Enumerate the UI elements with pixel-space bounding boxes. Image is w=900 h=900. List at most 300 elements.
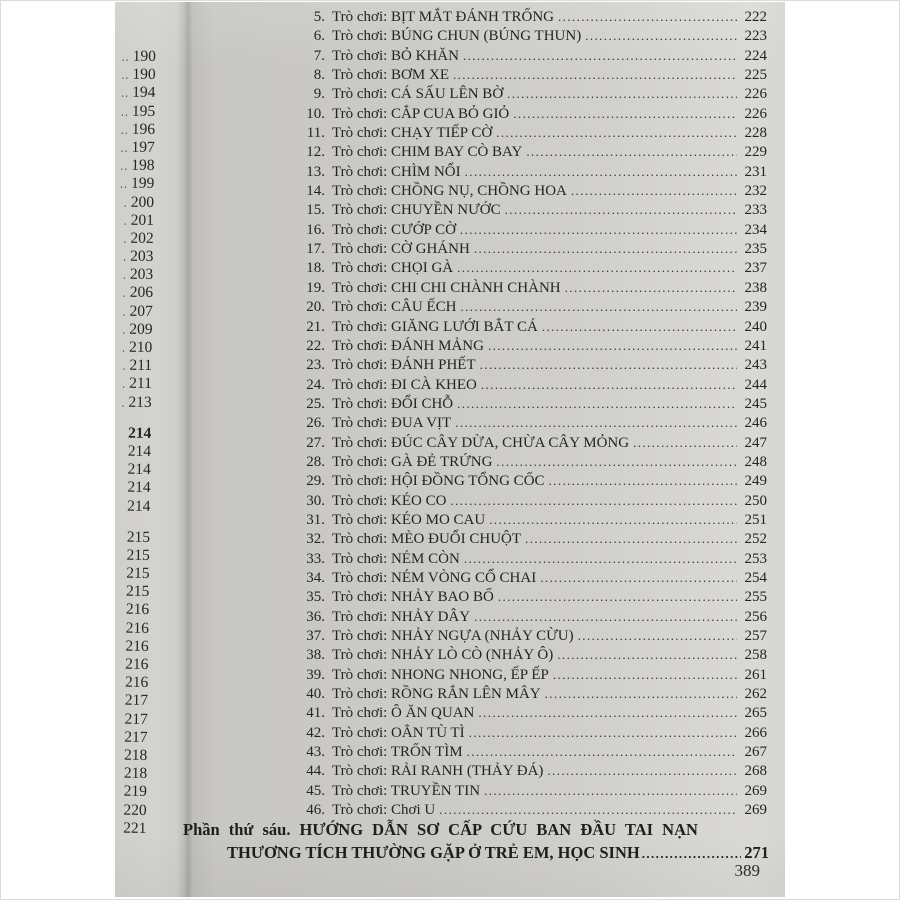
entry-title: Trò chơi: TRỐN TÌM bbox=[332, 744, 463, 761]
left-page-entry-number bbox=[114, 120, 155, 139]
entry-title: Trò chơi: NHẢY DÂY bbox=[332, 608, 471, 625]
toc-entry bbox=[297, 568, 767, 587]
left-page-entry-number bbox=[108, 637, 149, 656]
entry-title: Trò chơi: CỜ GHÁNH bbox=[332, 241, 470, 258]
entry-page: 238 bbox=[744, 279, 767, 296]
left-page-entry-number bbox=[114, 102, 155, 121]
entry-number: 46. bbox=[306, 802, 325, 819]
entry-number: 37. bbox=[306, 628, 325, 644]
entry-page: 229 bbox=[744, 144, 767, 161]
entry-title: Trò chơi: HỘI ĐỒNG TỔNG CỐC bbox=[332, 473, 545, 490]
dot-leader bbox=[484, 781, 737, 800]
toc-rows bbox=[297, 7, 767, 819]
page-number-value: 201 bbox=[130, 211, 155, 229]
page-number-value: 218 bbox=[124, 746, 148, 764]
entry-number: 36. bbox=[306, 608, 325, 625]
dot-leader bbox=[498, 587, 737, 606]
entry-page: 269 bbox=[744, 782, 767, 799]
entry-page: 251 bbox=[744, 511, 767, 528]
entry-title: Trò chơi: ĐÚC CÂY DỪA, CHỪA CÂY MỎNG bbox=[332, 434, 630, 451]
entry-number: 13. bbox=[306, 163, 325, 180]
left-page-entry-number bbox=[110, 461, 151, 480]
dot-leader bbox=[453, 65, 737, 84]
toc-entry bbox=[297, 645, 767, 664]
page-number-value: 213 bbox=[128, 393, 152, 411]
dot-leader bbox=[460, 297, 737, 316]
left-page-entry-number bbox=[107, 692, 148, 711]
entry-page: 226 bbox=[744, 105, 767, 122]
page-number-value: 197 bbox=[131, 138, 155, 156]
entry-title: Trò chơi: BÚNG CHUN (BÚNG THUN) bbox=[332, 28, 582, 45]
page-number-value: 219 bbox=[123, 782, 148, 801]
dot-leader bbox=[457, 258, 737, 277]
page-number-value: 214 bbox=[127, 478, 151, 497]
page-number-value: 211 bbox=[129, 375, 153, 393]
page-number: 389 bbox=[734, 861, 760, 880]
dot-leader bbox=[525, 529, 737, 548]
toc-entry bbox=[297, 761, 767, 780]
dot-leader-fragment: . bbox=[123, 213, 128, 228]
left-page-entry-number bbox=[110, 442, 151, 461]
section-title-continued: THƯƠNG TÍCH THƯỜNG GẶP Ở TRẺ EM, HỌC SINH bbox=[227, 843, 640, 862]
dot-leader-fragment: . bbox=[122, 322, 127, 337]
entry-page: 248 bbox=[744, 453, 767, 470]
toc-entry bbox=[297, 684, 767, 703]
entry-number: 6. bbox=[313, 28, 325, 45]
entry-number: 7. bbox=[313, 47, 325, 64]
entry-number: 39. bbox=[306, 666, 325, 683]
entry-title: Trò chơi: ĐỔI CHỖ bbox=[332, 395, 454, 412]
toc-entry bbox=[297, 529, 767, 548]
entry-title: Trò chơi: CHÌM NỔI bbox=[332, 163, 461, 180]
dot-leader-fragment: . bbox=[122, 358, 127, 373]
entry-page: 254 bbox=[744, 569, 767, 586]
toc-entry bbox=[297, 742, 767, 761]
entry-title: Trò chơi: ĐUA VỊT bbox=[332, 415, 452, 432]
page-number-value: 217 bbox=[124, 710, 148, 728]
entry-number: 17. bbox=[306, 241, 325, 258]
entry-number: 16. bbox=[306, 221, 325, 238]
entry-number: 33. bbox=[306, 550, 325, 567]
page-number-value: 203 bbox=[130, 247, 154, 266]
entry-title: Trò chơi: KÉO MO CAU bbox=[332, 511, 486, 528]
left-page-entry-number bbox=[106, 765, 147, 784]
dot-leader-fragment: .. bbox=[121, 85, 130, 101]
entry-page: 224 bbox=[744, 47, 767, 64]
left-page-entry-number bbox=[111, 320, 152, 339]
entry-title: Trò chơi: CẮP CUA BỎ GIỎ bbox=[332, 105, 510, 122]
dot-leader bbox=[488, 336, 737, 355]
dot-leader bbox=[489, 510, 737, 529]
entry-number: 43. bbox=[306, 744, 325, 761]
dot-leader-fragment: .. bbox=[120, 122, 129, 137]
dot-leader bbox=[455, 413, 737, 432]
entry-number: 19. bbox=[306, 279, 325, 296]
toc-entry bbox=[297, 317, 767, 336]
entry-title: Trò chơi: BƠM XE bbox=[332, 67, 449, 84]
entry-title: Trò chơi: Chơi U bbox=[332, 802, 436, 819]
dot-leader-fragment: .. bbox=[121, 49, 130, 64]
entry-page: 222 bbox=[744, 9, 767, 25]
toc-entry bbox=[297, 549, 767, 568]
page-number-value: 190 bbox=[132, 47, 156, 65]
page-number-value: 216 bbox=[124, 673, 149, 692]
left-page-entry-number bbox=[107, 674, 148, 693]
entry-title: Trò chơi: OẲN TÙ TÌ bbox=[332, 724, 465, 741]
section-title: HƯỚNG DẪN SƠ CẤP CỨU BAN ĐẦU TAI NẠN bbox=[299, 820, 698, 839]
entry-page: 269 bbox=[744, 802, 767, 819]
entry-number: 18. bbox=[306, 260, 325, 277]
dot-leader bbox=[464, 549, 737, 568]
dot-leader bbox=[463, 46, 737, 65]
toc-entry bbox=[297, 607, 767, 626]
entry-page: 225 bbox=[744, 67, 767, 84]
entry-page: 223 bbox=[744, 28, 767, 45]
page-number-value: 217 bbox=[124, 692, 149, 710]
page-number-value: 200 bbox=[130, 193, 155, 211]
page-number-value: 216 bbox=[125, 619, 150, 637]
toc-entry bbox=[297, 142, 767, 161]
left-page-rows bbox=[105, 47, 156, 837]
book-photo bbox=[115, 2, 785, 897]
left-page-entry-number bbox=[109, 497, 150, 516]
entry-page: 261 bbox=[744, 666, 767, 683]
left-page-entry-number bbox=[108, 583, 149, 602]
toc-entry bbox=[297, 394, 767, 413]
left-page-entry-number bbox=[110, 424, 151, 443]
entry-page: 234 bbox=[744, 221, 767, 238]
left-page-entry-number bbox=[106, 728, 147, 747]
dot-leader bbox=[505, 200, 737, 219]
toc-entry bbox=[297, 375, 767, 394]
section-heading bbox=[183, 820, 769, 864]
entry-number: 32. bbox=[306, 531, 325, 548]
page-number-value: 215 bbox=[126, 582, 150, 601]
page-number-value: 210 bbox=[128, 338, 153, 356]
entry-number: 23. bbox=[306, 357, 325, 374]
entry-title: Trò chơi: NÉM CÒN bbox=[332, 550, 460, 567]
toc-entry bbox=[297, 587, 767, 606]
page-number-value: 198 bbox=[131, 156, 155, 175]
entry-title: Trò chơi: ĐÁNH PHẾT bbox=[332, 357, 476, 374]
toc-entry bbox=[297, 665, 767, 684]
dot-leader-fragment: . bbox=[122, 267, 128, 282]
left-page-entry-number bbox=[108, 565, 149, 584]
page-number-value: 214 bbox=[127, 424, 152, 442]
left-page-entry-number bbox=[115, 47, 156, 66]
dot-leader bbox=[571, 181, 737, 200]
page-number-value: 215 bbox=[126, 528, 151, 546]
entry-page: 240 bbox=[744, 318, 767, 335]
page-number-value: 199 bbox=[130, 175, 155, 193]
entry-page: 262 bbox=[744, 686, 767, 703]
entry-number: 20. bbox=[306, 299, 325, 316]
entry-number: 24. bbox=[306, 376, 325, 393]
left-page-entry-number bbox=[110, 479, 151, 498]
entry-number: 27. bbox=[306, 434, 325, 451]
left-page-entry-number bbox=[106, 746, 147, 765]
entry-number: 5. bbox=[313, 9, 325, 25]
dot-leader bbox=[547, 761, 737, 780]
left-page-entry-number bbox=[106, 783, 147, 802]
left-page-entry-number bbox=[111, 357, 152, 376]
entry-title: Trò chơi: CHỒNG NỤ, CHỒNG HOA bbox=[332, 183, 567, 200]
entry-page: 233 bbox=[744, 202, 767, 219]
left-page-entry-number bbox=[108, 601, 149, 620]
entry-number: 30. bbox=[306, 492, 325, 509]
entry-title: Trò chơi: ĐI CÀ KHEO bbox=[332, 376, 477, 393]
toc-entry bbox=[297, 626, 767, 645]
toc-entry bbox=[297, 7, 767, 26]
entry-page: 253 bbox=[744, 550, 767, 567]
entry-number: 22. bbox=[306, 337, 325, 354]
entry-title: Trò chơi: BỎ KHĂN bbox=[332, 47, 459, 64]
dot-leader bbox=[496, 452, 737, 471]
entry-title: Trò chơi: CHẠY TIẾP CỜ bbox=[332, 125, 493, 142]
toc-entry bbox=[297, 84, 767, 103]
entry-title: Trò chơi: RẢI RANH (THẢY ĐÁ) bbox=[332, 763, 544, 780]
entry-number: 10. bbox=[306, 105, 325, 122]
entry-page: 252 bbox=[744, 531, 767, 548]
toc-entry bbox=[297, 65, 767, 84]
dot-leader bbox=[480, 355, 737, 374]
left-page-entry-number bbox=[113, 157, 154, 176]
entry-page: 244 bbox=[744, 376, 767, 393]
entry-title: Trò chơi: KÉO CO bbox=[332, 492, 447, 509]
entry-page: 228 bbox=[744, 125, 767, 142]
entry-number: 26. bbox=[306, 415, 325, 432]
left-page-entry-number bbox=[114, 138, 155, 157]
entry-page: 257 bbox=[744, 628, 767, 644]
entry-number: 41. bbox=[306, 705, 325, 722]
entry-number: 38. bbox=[306, 647, 325, 664]
dot-leader bbox=[545, 684, 737, 703]
entry-page: 258 bbox=[744, 647, 767, 664]
page-number-value: 203 bbox=[129, 265, 154, 284]
toc-entry bbox=[297, 413, 767, 432]
toc-entry bbox=[297, 452, 767, 471]
entry-page: 232 bbox=[744, 183, 767, 200]
dot-leader bbox=[642, 844, 742, 864]
entry-page: 266 bbox=[744, 724, 767, 741]
page-number-value: 215 bbox=[126, 564, 150, 583]
page-number-value: 220 bbox=[123, 801, 147, 819]
dot-leader bbox=[578, 626, 737, 645]
entry-page: 247 bbox=[744, 434, 767, 451]
entry-number: 14. bbox=[306, 183, 325, 200]
entry-number: 34. bbox=[306, 569, 325, 586]
left-page-entry-number bbox=[105, 819, 146, 838]
toc-entry bbox=[297, 723, 767, 742]
dot-leader bbox=[558, 7, 737, 26]
entry-title: Trò chơi: CÂU ẾCH bbox=[332, 299, 457, 316]
entry-number: 42. bbox=[306, 724, 325, 741]
entry-title: Trò chơi: CHIM BAY CÒ BAY bbox=[332, 144, 523, 161]
entry-page: 226 bbox=[744, 86, 767, 103]
toc-entry bbox=[297, 26, 767, 45]
dot-leader-fragment: . bbox=[122, 340, 127, 355]
entry-page: 250 bbox=[744, 492, 767, 509]
dot-leader bbox=[557, 645, 737, 664]
toc-entry bbox=[297, 278, 767, 297]
dot-leader-fragment: .. bbox=[120, 158, 129, 173]
toc-entry bbox=[297, 703, 767, 722]
entry-number: 11. bbox=[306, 125, 325, 142]
entry-number: 25. bbox=[306, 395, 325, 412]
entry-number: 40. bbox=[306, 686, 325, 703]
page-number-value: 206 bbox=[129, 284, 154, 302]
dot-leader bbox=[460, 220, 737, 239]
page-number-value: 216 bbox=[125, 655, 149, 673]
left-page-entry-number bbox=[113, 175, 154, 194]
toc-entry bbox=[297, 123, 767, 142]
dot-leader bbox=[565, 278, 737, 297]
entry-page: 256 bbox=[744, 608, 767, 625]
section-label: Phần thứ sáu. bbox=[183, 820, 291, 839]
page-number-value: 190 bbox=[132, 65, 156, 84]
dot-leader-fragment: . bbox=[123, 249, 128, 264]
entry-title: Trò chơi: CHI CHI CHÀNH CHÀNH bbox=[332, 279, 561, 296]
section-line-2 bbox=[227, 843, 769, 864]
toc-entry bbox=[297, 433, 767, 452]
left-page-entry-number bbox=[112, 284, 153, 303]
entry-title: Trò chơi: GÀ ĐẺ TRỨNG bbox=[332, 453, 493, 470]
entry-title: Trò chơi: RỒNG RẮN LÊN MÂY bbox=[332, 686, 541, 703]
left-page-entry-number bbox=[115, 66, 156, 85]
entry-title: Trò chơi: NHONG NHONG, ẾP ẾP bbox=[332, 666, 549, 683]
dot-leader-fragment: . bbox=[123, 231, 128, 246]
toc-entry bbox=[297, 800, 767, 819]
left-page-entry-number bbox=[112, 302, 153, 321]
dot-leader bbox=[507, 84, 737, 103]
left-page-entry-number bbox=[112, 266, 153, 285]
entry-title: Trò chơi: NHẢY LÒ CÒ (NHẢY Ô) bbox=[332, 647, 554, 664]
left-page-entry-number bbox=[111, 338, 152, 357]
page-number-value: 196 bbox=[131, 120, 156, 138]
left-page-entry-number bbox=[112, 248, 153, 267]
entry-number: 9. bbox=[313, 86, 325, 103]
entry-number: 35. bbox=[306, 589, 325, 606]
dot-leader-fragment: . bbox=[122, 304, 127, 319]
dot-leader-fragment: .. bbox=[121, 67, 130, 82]
entry-number: 21. bbox=[306, 318, 325, 335]
entry-title: Trò chơi: NHẢY BAO BỐ bbox=[332, 589, 494, 606]
toc-entry bbox=[297, 510, 767, 529]
left-page-gap bbox=[109, 515, 150, 528]
page-number-value: 209 bbox=[129, 320, 153, 338]
section-page-number: 271 bbox=[744, 843, 769, 862]
dot-leader bbox=[469, 723, 737, 742]
left-page-entry-number bbox=[106, 801, 147, 820]
dot-leader bbox=[585, 26, 737, 45]
dot-leader bbox=[450, 491, 737, 510]
toc-entry bbox=[297, 297, 767, 316]
dot-leader-fragment: .. bbox=[120, 104, 130, 119]
entry-title: Trò chơi: CHUYỀN NƯỚC bbox=[332, 202, 501, 219]
page-number-value: 218 bbox=[123, 764, 148, 783]
entry-title: Trò chơi: Ô ĂN QUAN bbox=[332, 705, 475, 722]
toc-entry bbox=[297, 104, 767, 123]
dot-leader bbox=[481, 375, 737, 394]
dot-leader bbox=[465, 162, 737, 181]
entry-title: Trò chơi: NHẢY NGỰA (NHẢY CỪU) bbox=[332, 628, 574, 644]
dot-leader bbox=[549, 471, 737, 490]
dot-leader bbox=[540, 568, 737, 587]
left-page-entry-number bbox=[113, 211, 154, 230]
dot-leader-fragment: . bbox=[122, 376, 127, 392]
toc-entry bbox=[297, 239, 767, 258]
toc-entry bbox=[297, 181, 767, 200]
entry-title: Trò chơi: CƯỚP CỜ bbox=[332, 221, 456, 238]
page-number-value: 202 bbox=[130, 229, 154, 247]
toc-entry bbox=[297, 336, 767, 355]
entry-title: Trò chơi: CHỌI GÀ bbox=[332, 260, 454, 277]
dot-leader bbox=[467, 742, 737, 761]
left-page-entry-number bbox=[107, 655, 148, 674]
page-number-value: 195 bbox=[131, 102, 156, 120]
page-number-value: 215 bbox=[126, 546, 150, 564]
entry-title: Trò chơi: BỊT MẮT ĐÁNH TRỐNG bbox=[332, 9, 554, 25]
dot-leader bbox=[457, 394, 737, 413]
entry-page: 239 bbox=[744, 299, 767, 316]
dot-leader bbox=[474, 239, 737, 258]
left-page-entry-number bbox=[113, 229, 154, 248]
dot-leader bbox=[439, 800, 737, 819]
toc-entry bbox=[297, 781, 767, 800]
entry-title: Trò chơi: CÁ SẤU LÊN BỜ bbox=[332, 86, 504, 103]
left-page-entry-number bbox=[111, 375, 152, 394]
page-number-value: 217 bbox=[124, 728, 148, 746]
entry-title: Trò chơi: GIĂNG LƯỚI BẮT CÁ bbox=[332, 318, 538, 335]
entry-page: 237 bbox=[744, 260, 767, 277]
toc-entry bbox=[297, 46, 767, 65]
left-page-entry-number bbox=[109, 546, 150, 565]
left-page-entry-number bbox=[108, 619, 149, 638]
entry-page: 246 bbox=[744, 415, 767, 432]
dot-leader-fragment: . bbox=[123, 195, 128, 210]
dot-leader bbox=[633, 433, 737, 452]
entry-page: 267 bbox=[744, 744, 767, 761]
entry-number: 12. bbox=[306, 144, 325, 161]
entry-title: Trò chơi: NÉM VÒNG CỔ CHAI bbox=[332, 569, 537, 586]
left-page-entry-number bbox=[111, 393, 152, 412]
entry-number: 8. bbox=[313, 67, 325, 84]
page-number-value: 216 bbox=[125, 601, 150, 619]
left-page-entry-number bbox=[113, 193, 154, 212]
page-number-value: 214 bbox=[127, 497, 151, 515]
dot-leader bbox=[496, 123, 737, 142]
section-line-1 bbox=[183, 820, 769, 840]
dot-leader bbox=[478, 703, 737, 722]
entry-number: 15. bbox=[306, 202, 325, 219]
dot-leader bbox=[474, 607, 737, 626]
dot-leader-fragment: . bbox=[121, 395, 126, 410]
page-number-value: 214 bbox=[127, 442, 152, 460]
dot-leader bbox=[553, 665, 737, 684]
left-page-entry-number bbox=[107, 710, 148, 729]
entry-page: 243 bbox=[744, 357, 767, 374]
toc-entry bbox=[297, 200, 767, 219]
page-number-value: 207 bbox=[129, 302, 153, 320]
entry-title: Trò chơi: ĐÁNH MẢNG bbox=[332, 337, 484, 354]
entry-number: 29. bbox=[306, 473, 325, 490]
entry-title: Trò chơi: TRUYỀN TIN bbox=[332, 782, 481, 799]
left-page-entry-number bbox=[109, 528, 150, 547]
page-number-value: 194 bbox=[132, 84, 156, 102]
toc-entry bbox=[297, 355, 767, 374]
toc-entry bbox=[297, 471, 767, 490]
dot-leader bbox=[513, 104, 737, 123]
